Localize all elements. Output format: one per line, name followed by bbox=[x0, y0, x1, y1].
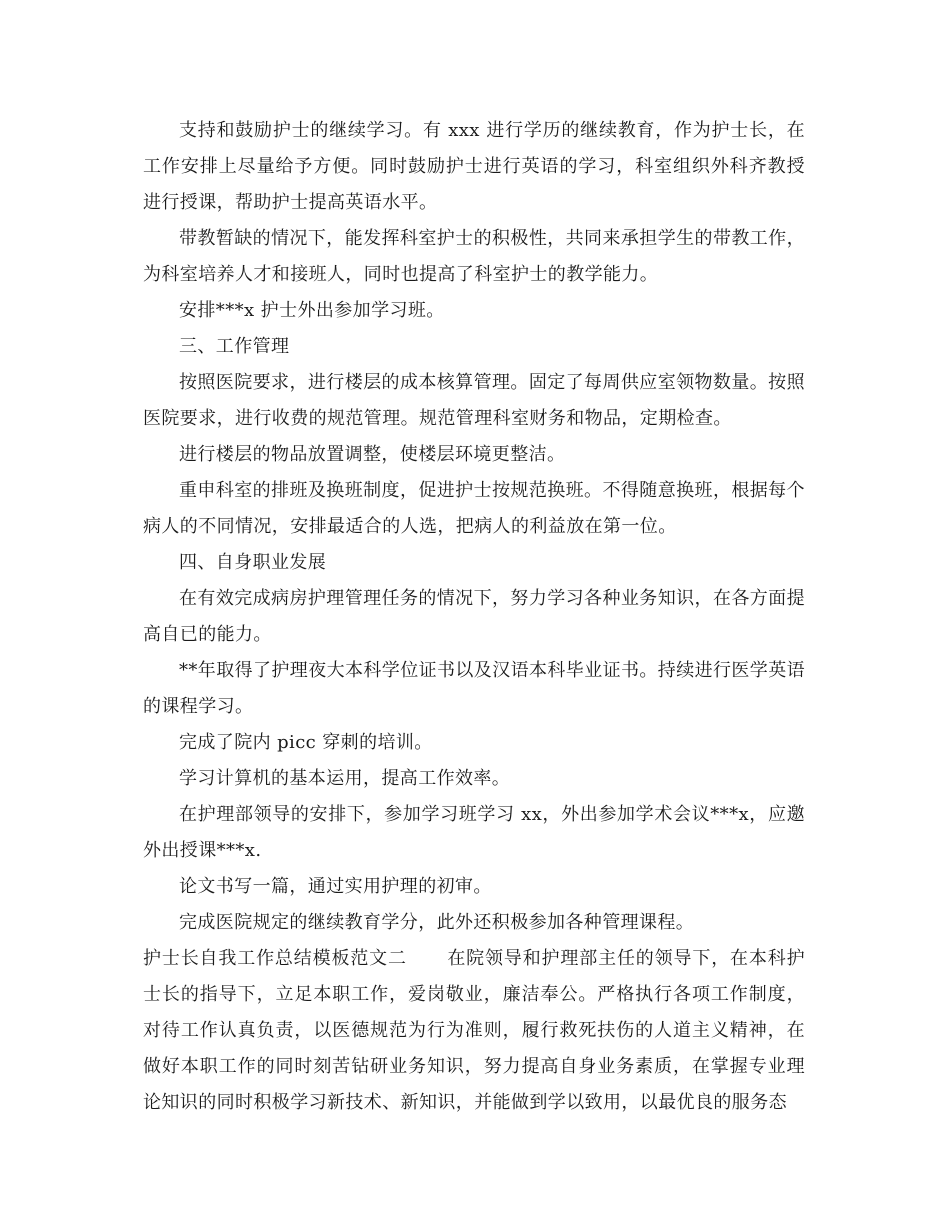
template-two-text: 在院领导和护理部主任的领导下，在本科护士长的指导下，立足本职工作，爱岗敬业，廉洁奉公。严格执行各项工作制度，对待工作认真负责，以医德规范为行为准则，履行救死扶伤的人道主义精神，在做好本职工作的同时刻苦钻研业务知识，努力提高自身业务素质，在掌握专业理论知识的同时积极学习新技术、新知识，并能做到学以致用，以最优良的服务态 bbox=[143, 948, 805, 1113]
paragraph-study-effort: 在有效完成病房护理管理任务的情况下，努力学习各种业务知识，在各方面提高自已的能力。 bbox=[143, 588, 805, 645]
paragraph-computer-skills: 学习计算机的基本运用，提高工作效率。 bbox=[179, 768, 511, 789]
paragraph-cost-management: 按照医院要求，进行楼层的成本核算管理。固定了每周供应室领物数量。按照医院要求，进行收费的规范管理。规范管理科室财务和物品，定期检查。 bbox=[143, 372, 805, 429]
paragraph-shift-system: 重申科室的排班及换班制度，促进护士按规范换班。不得随意换班，根据每个病人的不同情况，安排最适合的人选，把病人的利益放在第一位。 bbox=[143, 480, 805, 537]
paragraph-continuing-education: 支持和鼓励护士的继续学习。有 xxx 进行学历的继续教育，作为护士长，在工作安排上尽量给予方便。同时鼓励护士进行英语的学习，科室组织外科齐教授进行授课，帮助护士提高英语水平。 bbox=[143, 120, 805, 213]
paragraph-certificates: **年取得了护理夜大本科学位证书以及汉语本科毕业证书。持续进行医学英语的课程学习。 bbox=[143, 660, 805, 717]
paragraph-credits: 完成医院规定的继续教育学分，此外还积极参加各种管理课程。 bbox=[179, 912, 695, 933]
paragraph-paper-writing: 论文书写一篇，通过实用护理的初审。 bbox=[179, 876, 492, 897]
paragraph-conferences: 在护理部领导的安排下，参加学习班学习 xx，外出参加学术会议***x，应邀外出授课***x. bbox=[143, 804, 805, 861]
template-two-title: 护士长自我工作总结模板范文二 bbox=[143, 948, 407, 969]
section-heading-work-management: 三、工作管理 bbox=[179, 336, 290, 357]
paragraph-training-class: 安排***x 护士外出参加学习班。 bbox=[179, 300, 445, 321]
paragraph-teaching: 带教暂缺的情况下，能发挥科室护士的积极性，共同来承担学生的带教工作，为科室培养人才和接班人，同时也提高了科室护士的教学能力。 bbox=[143, 228, 805, 285]
paragraph-template-two bbox=[143, 941, 805, 1121]
paragraph-picc-training: 完成了院内 picc 穿刺的培训。 bbox=[179, 732, 433, 753]
section-heading-career-development: 四、自身职业发展 bbox=[179, 552, 327, 573]
document-body bbox=[143, 113, 805, 1121]
paragraph-floor-adjustment: 进行楼层的物品放置调整，使楼层环境更整洁。 bbox=[179, 444, 566, 465]
